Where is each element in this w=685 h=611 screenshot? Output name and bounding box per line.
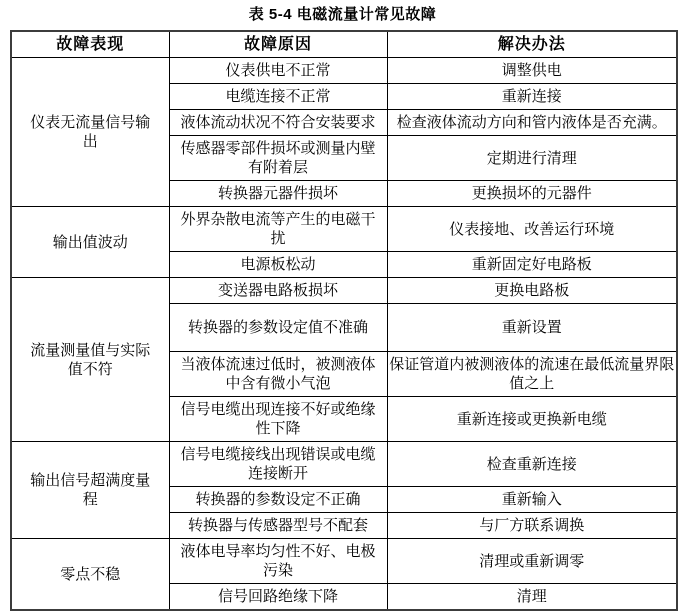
solution-cell: 更换损坏的元器件 — [387, 181, 677, 207]
fault-row — [11, 278, 677, 304]
symptom-cell: 仪表无流量信号输出 — [11, 58, 169, 207]
symptom-cell: 输出信号超满度量程 — [11, 442, 169, 539]
solution-cell: 重新固定好电路板 — [387, 252, 677, 278]
cause-cell: 信号电缆接线出现错误或电缆连接断开 — [169, 442, 387, 487]
solution-cell: 重新连接或更换新电缆 — [387, 397, 677, 442]
solution-cell: 保证管道内被测液体的流速在最低流量界限值之上 — [387, 352, 677, 397]
col-header-cause: 故障原因 — [169, 31, 387, 58]
solution-cell: 清理或重新调零 — [387, 539, 677, 584]
cause-cell: 电源板松动 — [169, 252, 387, 278]
fault-row — [11, 442, 677, 487]
cause-cell: 转换器的参数设定不正确 — [169, 487, 387, 513]
cause-cell: 信号回路绝缘下降 — [169, 584, 387, 611]
fault-row — [11, 539, 677, 584]
solution-cell: 检查液体流动方向和管内液体是否充满。 — [387, 110, 677, 136]
solution-cell: 重新设置 — [387, 304, 677, 352]
fault-row — [11, 207, 677, 252]
cause-cell: 液体电导率均匀性不好、电极污染 — [169, 539, 387, 584]
symptom-cell: 流量测量值与实际值不符 — [11, 278, 169, 442]
solution-cell: 重新输入 — [387, 487, 677, 513]
cause-cell: 液体流动状况不符合安装要求 — [169, 110, 387, 136]
fault-table-body — [11, 58, 677, 611]
solution-cell: 与厂方联系调换 — [387, 513, 677, 539]
symptom-cell: 输出值波动 — [11, 207, 169, 278]
solution-cell: 定期进行清理 — [387, 136, 677, 181]
cause-cell: 变送器电路板损坏 — [169, 278, 387, 304]
solution-cell: 仪表接地、改善运行环境 — [387, 207, 677, 252]
fault-table — [10, 30, 678, 611]
cause-cell: 转换器元器件损坏 — [169, 181, 387, 207]
cause-cell: 外界杂散电流等产生的电磁干扰 — [169, 207, 387, 252]
table-caption: 表 5-4 电磁流量计常见故障 — [248, 6, 437, 23]
cause-cell: 仪表供电不正常 — [169, 58, 387, 84]
fault-row — [11, 58, 677, 84]
header-row — [11, 31, 677, 58]
cause-cell: 传感器零部件损坏或测量内壁有附着层 — [169, 136, 387, 181]
solution-cell: 清理 — [387, 584, 677, 611]
cause-cell: 转换器的参数设定值不准确 — [169, 304, 387, 352]
cause-cell: 信号电缆出现连接不好或绝缘性下降 — [169, 397, 387, 442]
cause-cell: 电缆连接不正常 — [169, 84, 387, 110]
solution-cell: 更换电路板 — [387, 278, 677, 304]
symptom-cell: 零点不稳 — [11, 539, 169, 611]
solution-cell: 调整供电 — [387, 58, 677, 84]
col-header-symptom: 故障表现 — [11, 31, 169, 58]
solution-cell: 检查重新连接 — [387, 442, 677, 487]
cause-cell: 转换器与传感器型号不配套 — [169, 513, 387, 539]
solution-cell: 重新连接 — [387, 84, 677, 110]
col-header-solution: 解决办法 — [387, 31, 677, 58]
cause-cell: 当液体流速过低时，被测液体中含有微小气泡 — [169, 352, 387, 397]
